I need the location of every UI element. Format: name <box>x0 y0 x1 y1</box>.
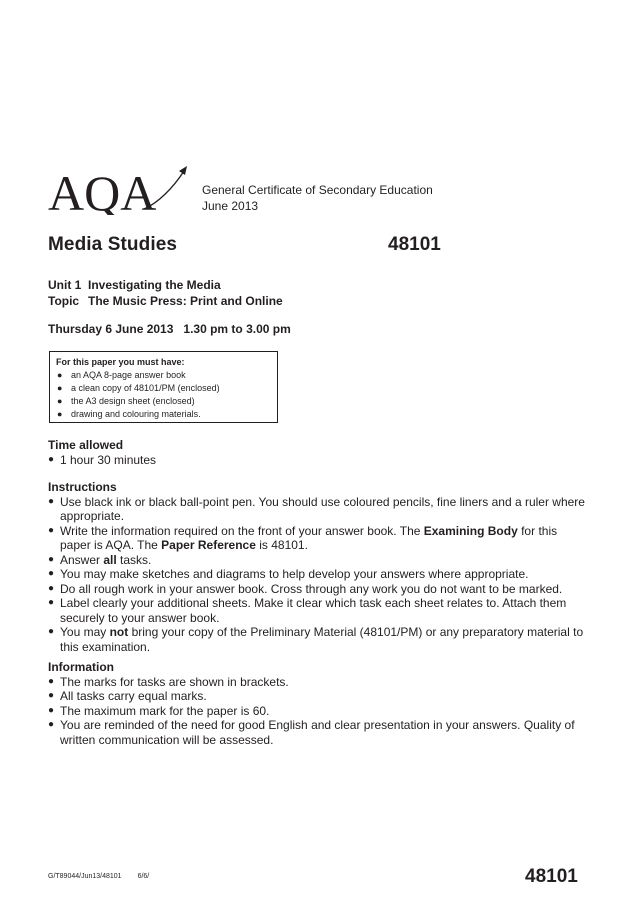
materials-item: a clean copy of 48101/PM (enclosed) <box>71 383 220 393</box>
instruction-text: Answer all tasks. <box>60 552 152 567</box>
information-text: All tasks carry equal marks. <box>60 689 207 703</box>
instruction-text: Use black ink or black ball-point pen. You should use coloured pencils, fine liners and a ruler where appropriate. <box>60 494 585 523</box>
exam-date-time <box>48 322 291 336</box>
list-item <box>56 408 271 421</box>
information-text: The maximum mark for the paper is 60. <box>60 703 270 718</box>
bullet-icon: ● <box>48 704 55 716</box>
instruction-text: Label clearly your additional sheets. Make it clear which task each sheet relates to. Attach them securely to your answer book. <box>60 596 567 625</box>
topic-row <box>48 293 283 309</box>
list-item <box>48 495 588 524</box>
bullet-icon: ● <box>57 383 63 393</box>
list-item <box>48 718 588 747</box>
list-item <box>48 553 588 568</box>
certificate-title: General Certificate of Secondary Education <box>202 183 433 197</box>
instructions-heading: Instructions <box>48 480 117 494</box>
bullet-icon: ● <box>48 524 55 536</box>
bullet-icon: ● <box>57 409 63 419</box>
footer-paper-code: 48101 <box>525 866 578 887</box>
list-item <box>48 582 588 597</box>
bullet-icon: ● <box>48 626 55 637</box>
unit-value: Investigating the Media <box>88 278 221 292</box>
list-item <box>48 625 588 654</box>
time-allowed-value: 1 hour 30 minutes <box>60 452 157 467</box>
materials-heading: For this paper you must have: <box>56 357 185 367</box>
materials-item: drawing and colouring materials. <box>71 409 201 419</box>
exam-time: 1.30 pm to 3.00 pm <box>183 322 291 336</box>
instruction-text: You may make sketches and diagrams to help develop your answers where appropriate. <box>60 567 529 581</box>
time-allowed-section <box>48 438 588 467</box>
logo-text: AQA <box>48 165 157 215</box>
instruction-text: You may not bring your copy of the Preliminary Material (48101/PM) or any preparatory material to this examination. <box>60 625 584 654</box>
bullet-icon: ● <box>48 568 55 579</box>
subject-code: 48101 <box>388 234 441 255</box>
unit-topic-block <box>48 277 283 309</box>
list-item <box>48 453 588 468</box>
certificate-block <box>202 182 433 214</box>
instructions-section <box>48 480 588 654</box>
bullet-icon: ● <box>48 495 55 507</box>
bullet-icon: ● <box>48 453 55 465</box>
bullet-icon: ● <box>48 675 55 687</box>
materials-box <box>49 351 278 423</box>
list-item <box>56 382 271 395</box>
time-allowed-heading: Time allowed <box>48 438 124 452</box>
bullet-icon: ● <box>48 553 55 565</box>
materials-item: the A3 design sheet (enclosed) <box>71 396 195 406</box>
list-item <box>48 596 588 625</box>
bullet-icon: ● <box>48 719 55 730</box>
materials-item: an AQA 8-page answer book <box>71 370 186 380</box>
unit-row <box>48 277 283 293</box>
information-section <box>48 660 588 747</box>
unit-label: Unit 1 <box>48 278 82 292</box>
subject-title: Media Studies <box>48 234 178 255</box>
list-item <box>48 567 588 582</box>
bullet-icon: ● <box>48 690 55 701</box>
bullet-icon: ● <box>57 396 63 406</box>
bullet-icon: ● <box>57 370 63 380</box>
list-item <box>48 675 588 690</box>
bullet-icon: ● <box>48 582 55 594</box>
list-item <box>48 689 588 704</box>
footer-ref-code: G/T89044/Jun13/48101 <box>48 873 122 880</box>
list-item <box>56 369 271 382</box>
topic-value: The Music Press: Print and Online <box>88 294 283 308</box>
aqa-logo <box>48 163 190 215</box>
topic-label: Topic <box>48 294 80 308</box>
instruction-text: Write the information required on the front of your answer book. The Examining Body for this paper is AQA. The Paper Reference is 48101. <box>60 523 558 552</box>
list-item <box>48 524 588 553</box>
list-item <box>48 704 588 719</box>
information-text: You are reminded of the need for good English and clear presentation in your answers. Quality of written communication will be assessed. <box>60 718 575 747</box>
exam-session: June 2013 <box>202 199 259 213</box>
bullet-icon: ● <box>48 597 55 608</box>
exam-date: Thursday 6 June 2013 <box>48 322 174 336</box>
aqa-logo-mark <box>48 163 190 215</box>
information-heading: Information <box>48 660 114 674</box>
footer-reference <box>48 873 149 880</box>
instruction-text: Do all rough work in your answer book. Cross through any work you do not want to be marked. <box>60 581 563 596</box>
footer-page-marker: 6/6/ <box>137 873 150 880</box>
list-item <box>56 395 271 408</box>
information-text: The marks for tasks are shown in brackets. <box>60 674 289 689</box>
